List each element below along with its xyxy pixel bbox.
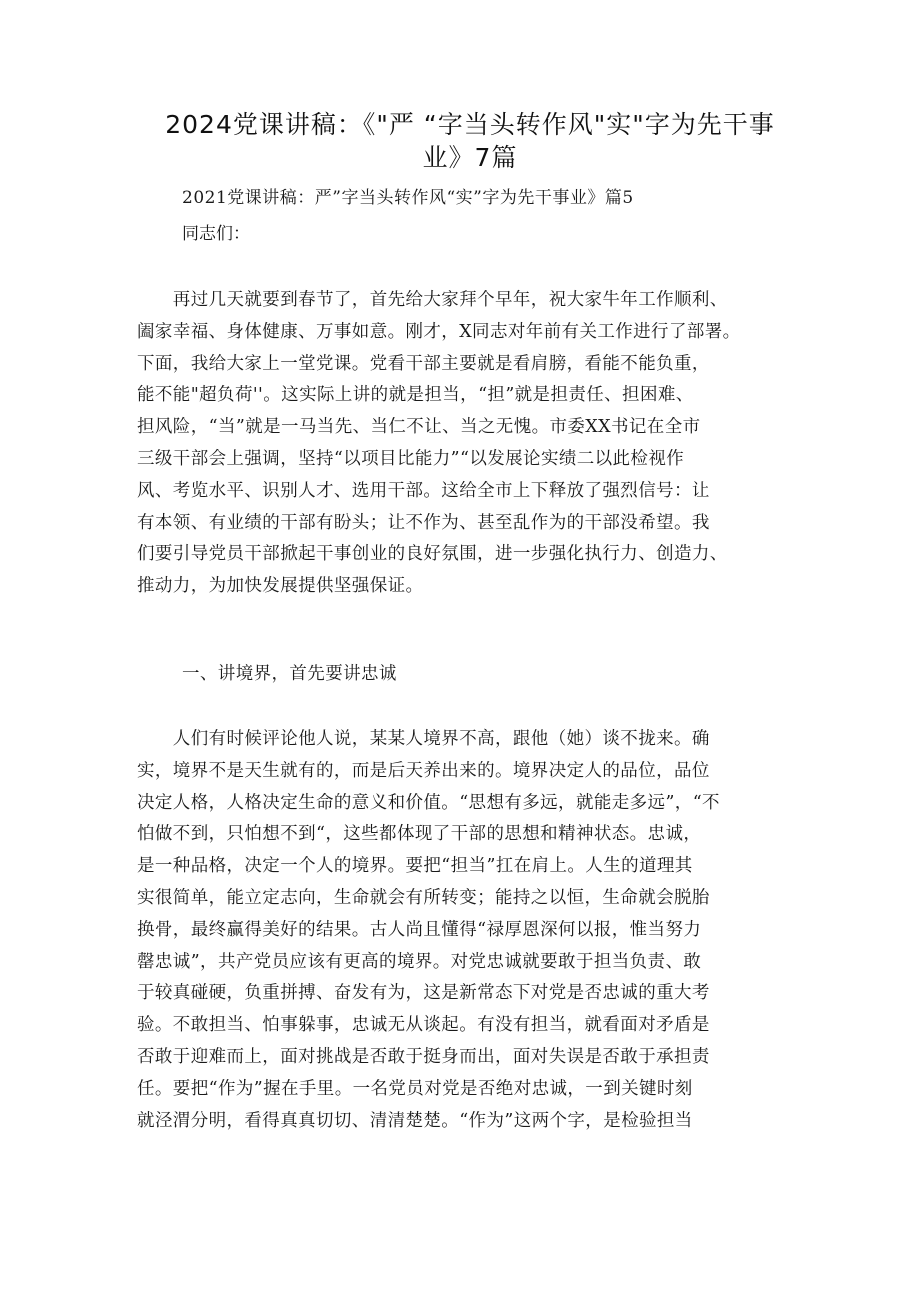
paragraph-line: 风、考览水平、识别人才、选用干部。这给全市上下释放了强烈信号：让 bbox=[137, 480, 710, 501]
paragraph-line: 们要引导党员干部掀起干事创业的良好氛围，进一步强化执行力、创造力、 bbox=[137, 544, 728, 565]
salutation: 同志们： bbox=[182, 224, 250, 244]
paragraph-line: 能不能"超负荷''。这实际上讲的就是担当，“担”就是担责任、担困难、 bbox=[137, 385, 694, 406]
section-heading: 一、讲境界，首先要讲忠诚 bbox=[182, 664, 397, 684]
paragraph-line: 人们有时候评论他人说，某某人境界不高，跟他（她）谈不拢来。确 bbox=[137, 729, 710, 749]
paragraph-line: 实很简单，能立定志向，生命就会有所转变；能持之以恒，生命就会脱胎 bbox=[137, 887, 710, 908]
paragraph-line: 下面，我给大家上一堂党课。党看干部主要就是看肩膀，看能不能负重， bbox=[137, 353, 710, 374]
paragraph-2 bbox=[137, 724, 787, 1137]
title-line-2: 业》7篇 bbox=[422, 143, 518, 172]
paragraph-line: 决定人格，人格决定生命的意义和价值。“思想有多远，就能走多远”，“不 bbox=[137, 792, 720, 813]
title-line-1: 2024党课讲稿：《"严 “字当头转作风"实"字为先干事 bbox=[165, 110, 775, 139]
paragraph-line: 再过几天就要到春节了，首先给大家拜个早年，祝大家牛年工作顺利、 bbox=[137, 290, 728, 310]
paragraph-line: 推动力，为加快发展提供坚强保证。 bbox=[137, 576, 424, 597]
paragraph-line: 阖家幸福、身体健康、万事如意。刚才，X同志对年前有关工作进行了部署。 bbox=[137, 321, 741, 342]
paragraph-line: 三级干部会上强调，坚持“以项目比能力”“以发展论实绩二以此检视作 bbox=[137, 448, 685, 469]
paragraph-1 bbox=[137, 285, 787, 603]
paragraph-line: 实，境界不是天生就有的，而是后天养出来的。境界决定人的品位，品位 bbox=[137, 760, 710, 781]
paragraph-line: 任。要把“作为”握在手里。一名党员对党是否绝对忠诚，一到关键时刻 bbox=[137, 1078, 693, 1099]
document-title bbox=[150, 108, 790, 174]
paragraph-line: 是一种品格，决定一个人的境界。要把“担当”扛在肩上。人生的道理其 bbox=[137, 856, 693, 877]
paragraph-line: 验。不敢担当、怕事躲事，忠诚无从谈起。有没有担当，就看面对矛盾是 bbox=[137, 1015, 710, 1036]
paragraph-line: 担风险，“当”就是一马当先、当仁不让、当之无愧。市委XX书记在全市 bbox=[137, 417, 701, 438]
paragraph-line: 就泾渭分明，看得真真切切、清清楚楚。“作为”这两个字，是检验担当 bbox=[137, 1110, 693, 1131]
paragraph-line: 有本领、有业绩的干部有盼头；让不作为、甚至乱作为的干部没希望。我 bbox=[137, 512, 710, 533]
paragraph-line: 换骨，最终赢得美好的结果。古人尚且懂得“禄厚恩深何以报，惟当努力 bbox=[137, 919, 702, 940]
paragraph-line: 怕做不到，只怕想不到“，这些都体现了干部的思想和精神状态。忠诚， bbox=[137, 824, 702, 845]
paragraph-line: 罄忠诚”，共产党员应该有更高的境界。对党忠诚就要敢于担当负责、敢 bbox=[137, 951, 702, 972]
paragraph-line: 否敢于迎难而上，面对挑战是否敢于挺身而出，面对失误是否敢于承担责 bbox=[137, 1046, 710, 1067]
paragraph-line: 于较真碰硬，负重拼搏、奋发有为，这是新常态下对党是否忠诚的重大考 bbox=[137, 983, 710, 1004]
document-subtitle: 2021党课讲稿：严”字当头转作风“实”字为先干事业》篇5 bbox=[182, 188, 634, 208]
